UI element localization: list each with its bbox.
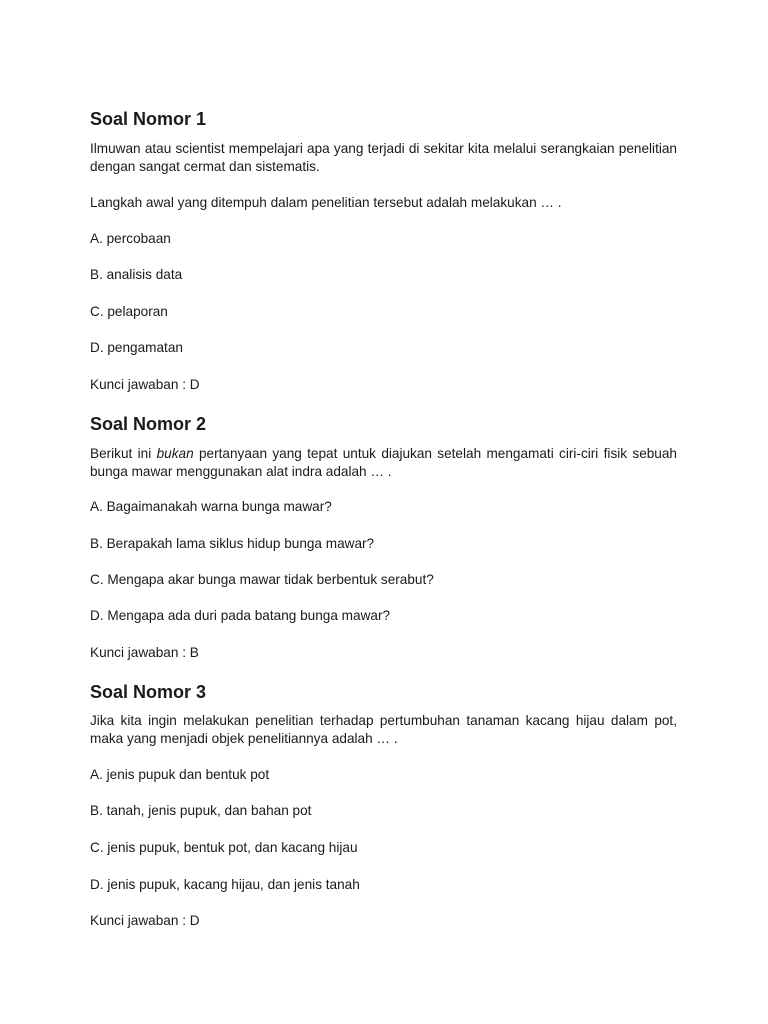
question-3-option-a: A. jenis pupuk dan bentuk pot	[90, 767, 270, 782]
question-1-option-d: D. pengamatan	[90, 340, 183, 355]
question-1-prompt: Langkah awal yang ditempuh dalam penelitian tersebut adalah melakukan … .	[90, 195, 562, 210]
question-2-answer-key: Kunci jawaban : B	[90, 645, 199, 660]
question-3-option-c: C. jenis pupuk, bentuk pot, dan kacang hijau	[90, 840, 358, 855]
question-1-answer-key: Kunci jawaban : D	[90, 377, 200, 392]
question-2-stem-end: pertanyaan yang tepat untuk diajukan setelah mengamati ciri-ciri fisik sebuah bunga mawar menggunakan alat indra adalah … .	[90, 446, 677, 479]
question-3-option-d: D. jenis pupuk, kacang hijau, dan jenis tanah	[90, 877, 360, 892]
question-2-title: Soal Nomor 2	[90, 414, 207, 434]
question-2-option-d: D. Mengapa ada duri pada batang bunga mawar?	[90, 608, 391, 623]
question-3-stem: Jika kita ingin melakukan penelitian terhadap pertumbuhan tanaman kacang hijau dalam pot, maka yang menjadi objek penelitiannya adalah … .	[90, 713, 677, 746]
question-2-stem-start: Berikut ini	[90, 446, 157, 461]
question-3-option-b: B. tanah, jenis pupuk, dan bahan pot	[90, 803, 312, 818]
question-2-option-c: C. Mengapa akar bunga mawar tidak berbentuk serabut?	[90, 572, 434, 587]
question-1-option-b: B. analisis data	[90, 267, 183, 282]
question-1-title: Soal Nomor 1	[90, 109, 207, 129]
question-3-answer-key: Kunci jawaban : D	[90, 913, 200, 928]
question-1-option-c: C. pelaporan	[90, 304, 168, 319]
question-2-option-a: A. Bagaimanakah warna bunga mawar?	[90, 499, 332, 514]
question-1-option-a: A. percobaan	[90, 231, 171, 246]
question-2-option-b: B. Berapakah lama siklus hidup bunga mawar?	[90, 536, 375, 551]
question-2-stem-emphasis: bukan	[156, 446, 194, 461]
question-1-stem: Ilmuwan atau scientist mempelajari apa yang terjadi di sekitar kita melalui serangkaian penelitian dengan sangat cermat dan sistematis.	[90, 141, 677, 174]
question-3-title: Soal Nomor 3	[90, 682, 207, 702]
question-2-stem	[90, 445, 677, 481]
